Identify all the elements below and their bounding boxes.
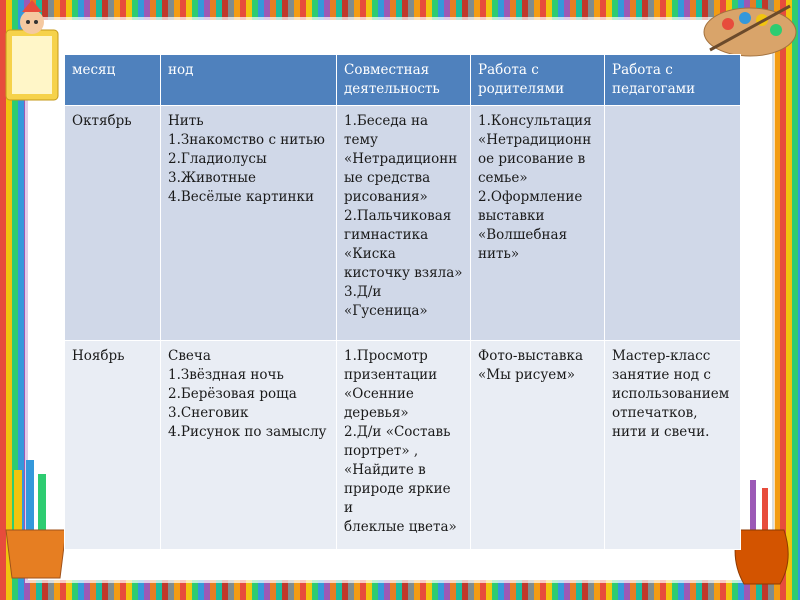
cell-month: Октябрь: [65, 106, 161, 341]
cell-nod: Свеча 1.Звёздная ночь 2.Берёзовая роща 3.Снеговик 4.Рисунок по замыслу: [161, 341, 337, 550]
header-teachers-work: Работа с педагогами: [605, 55, 741, 106]
header-joint-activity: Совместная деятельность: [337, 55, 471, 106]
table-header-row: [65, 55, 741, 106]
paint-palette-illustration: [690, 0, 800, 60]
cell-joint-activity: 1.Просмотр призентации «Осенние деревья» 2.Д/и «Составь портрет» , «Найдите в природе яркие и блеклые цвета»: [337, 341, 471, 550]
cell-teachers-work: [605, 106, 741, 341]
cell-parents-work: 1.Консультация «Нетрадиционн ое рисование в семье» 2.Оформление выставки «Волшебная нить»: [471, 106, 605, 341]
header-month: месяц: [65, 55, 161, 106]
cell-nod: Нить 1.Знакомство с нитью 2.Гладиолусы 3.Животные 4.Весёлые картинки: [161, 106, 337, 341]
cell-teachers-work: Мастер-класс занятие нод с использованием отпечатков, нити и свечи.: [605, 341, 741, 550]
cell-joint-activity: 1.Беседа на тему «Нетрадиционн ые средства рисования» 2.Пальчиковая гимнастика «Киска кисточку взяла» 3.Д/и «Гусеница»: [337, 106, 471, 341]
cell-month: Ноябрь: [65, 341, 161, 550]
header-nod: нод: [161, 55, 337, 106]
header-parents-work: Работа с родителями: [471, 55, 605, 106]
bunny-notebook-illustration: [0, 0, 70, 110]
activity-schedule-table: [64, 54, 741, 550]
cell-parents-work: Фото-выставка «Мы рисуем»: [471, 341, 605, 550]
table-row: [65, 341, 741, 550]
table-row: [65, 106, 741, 341]
